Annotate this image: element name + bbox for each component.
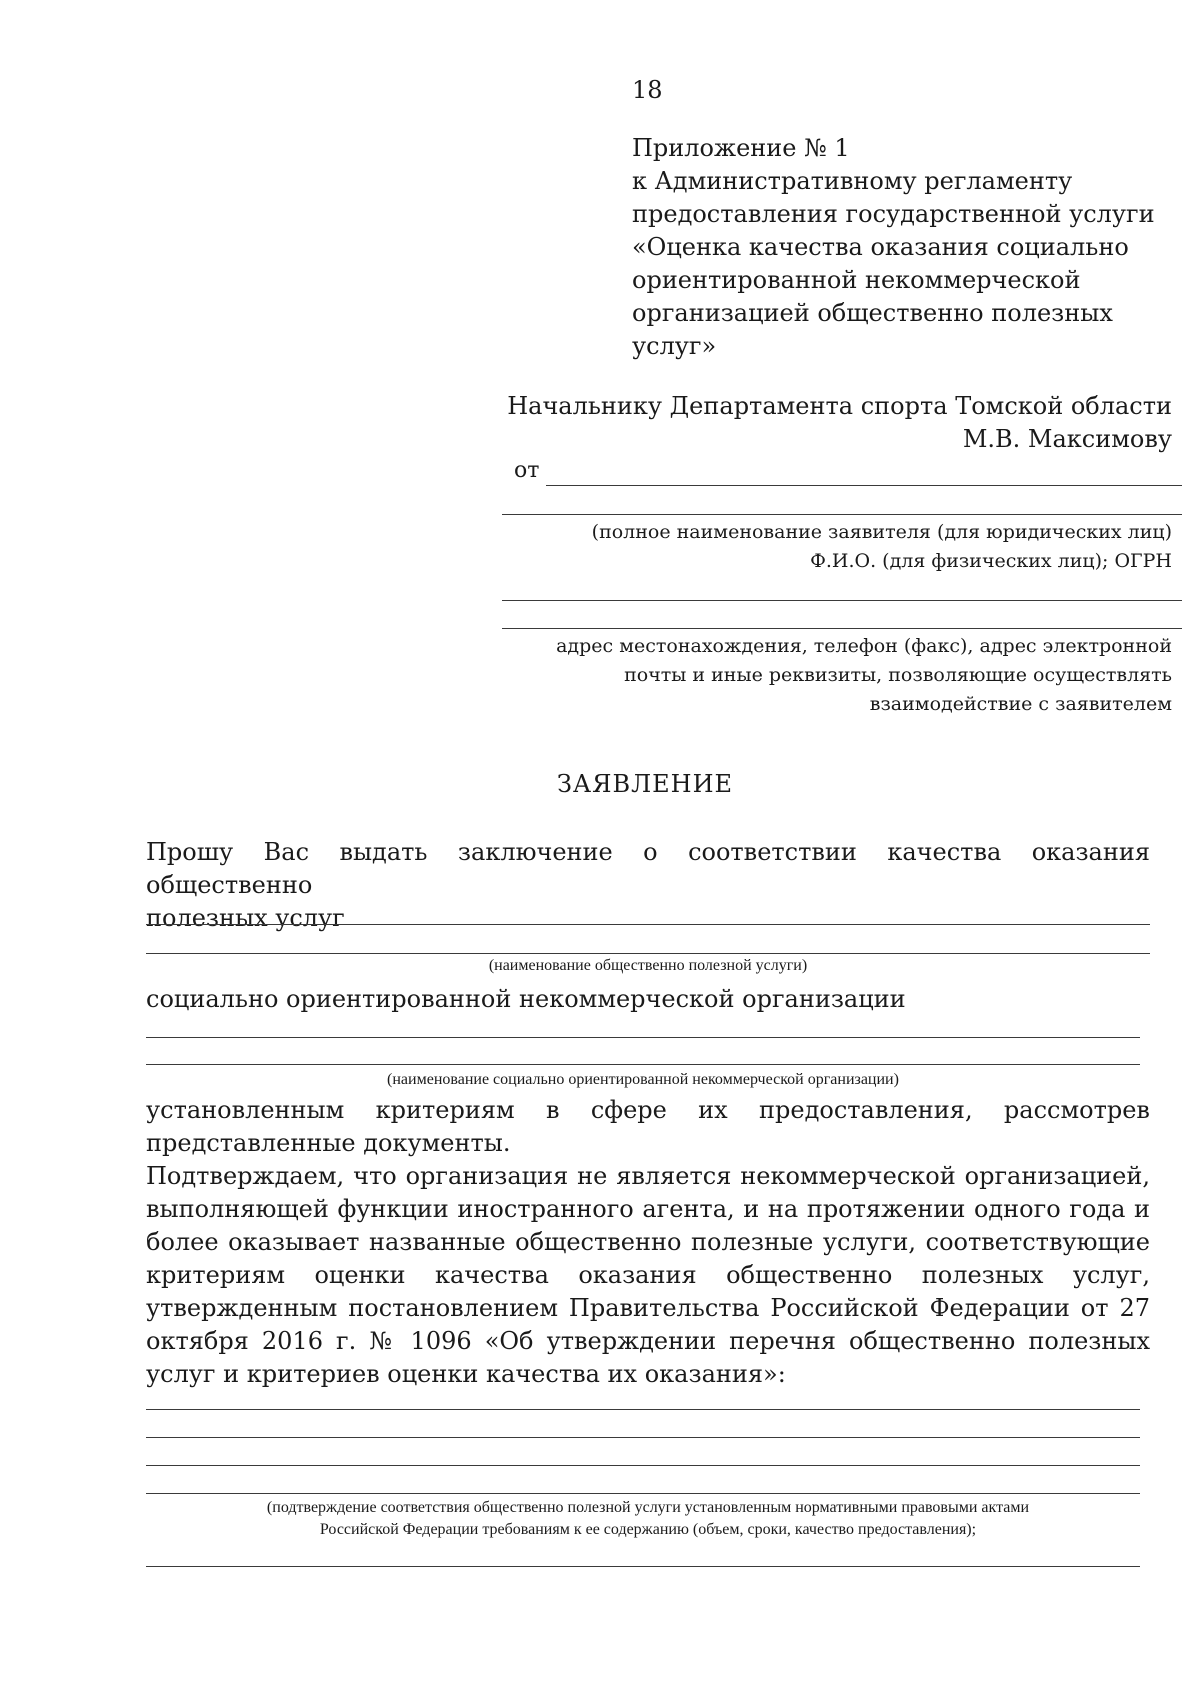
appendix-line: Приложение № 1 xyxy=(632,134,850,162)
compliance-line[interactable] xyxy=(146,1409,1140,1410)
service-name-line-2[interactable] xyxy=(146,953,1150,954)
criteria-word: установленным xyxy=(146,1096,345,1124)
appendix-header xyxy=(632,132,1172,363)
criteria-line xyxy=(146,1094,1150,1127)
org-intro: социально ориентированной некоммерческой организации xyxy=(146,985,906,1013)
applicant-name-line[interactable] xyxy=(546,485,1182,486)
org-name-line[interactable] xyxy=(146,1037,1140,1038)
address-line-2[interactable] xyxy=(502,628,1182,629)
request-text xyxy=(146,836,1150,935)
address-line[interactable] xyxy=(502,600,1182,601)
address-caption-line: почты и иные реквизиты, позволяющие осуществлять xyxy=(624,664,1172,686)
appendix-line: «Оценка качества оказания социально xyxy=(632,233,1129,261)
compliance-caption xyxy=(146,1497,1150,1541)
applicant-name-line-2[interactable] xyxy=(502,514,1182,515)
request-line xyxy=(146,836,1150,902)
criteria-word: рассмотрев xyxy=(1003,1096,1150,1124)
applicant-caption-line: Ф.И.О. (для физических лиц); ОГРН xyxy=(810,550,1172,572)
service-name-line[interactable] xyxy=(146,924,1150,925)
addressee-block xyxy=(507,390,1172,456)
appendix-line: организацией общественно полезных xyxy=(632,299,1113,327)
compliance-line-3[interactable] xyxy=(146,1465,1140,1466)
address-caption-line: адрес местонахождения, телефон (факс), адрес электронной xyxy=(556,635,1172,657)
compliance-caption-line: Российской Федерации требованиям к ее содержанию (объем, сроки, качество предоставления); xyxy=(319,1521,977,1538)
appendix-line: к Административному регламенту xyxy=(632,167,1073,195)
addressee-position: Начальнику Департамента спорта Томской области xyxy=(507,392,1172,420)
criteria-line: представленные документы. xyxy=(146,1129,511,1157)
service-caption: (наименование общественно полезной услуги) xyxy=(488,957,808,974)
final-line[interactable] xyxy=(146,1566,1140,1567)
confirmation-paragraph: Подтверждаем, что организация не является некоммерческой организацией, выполняющей функции иностранного агента, и на протяжении одного года и более оказывает названные общественно полезные услуги, соответствующие критериям оценки качества оказания общественно полезных услуг, утвержденным постановлением Правительства Российской Федерации от 27 октября 2016 г. № 1096 «Об утверждении перечня общественно полезных услуг и критериев оценки качества их оказания»: xyxy=(146,1162,1150,1388)
appendix-line: ориентированной некоммерческой xyxy=(632,266,1081,294)
appendix-line: услуг» xyxy=(632,332,717,360)
criteria-text xyxy=(146,1094,1150,1160)
criteria-word: в xyxy=(546,1096,560,1124)
address-caption-line: взаимодействие с заявителем xyxy=(869,693,1172,715)
org-name-line-2[interactable] xyxy=(146,1064,1140,1065)
criteria-word: их xyxy=(698,1096,728,1124)
criteria-word: предоставления, xyxy=(759,1096,973,1124)
compliance-caption-line: (подтверждение соответствия общественно полезной услуги установленным нормативными правовыми актами xyxy=(266,1499,1030,1516)
request-line: полезных услуг xyxy=(146,904,345,932)
criteria-word: критериям xyxy=(375,1096,515,1124)
request-line-text: Прошу Вас выдать заключение о соответствии качества оказания общественно xyxy=(146,838,1150,899)
criteria-word: сфере xyxy=(590,1096,667,1124)
compliance-line-4[interactable] xyxy=(146,1493,1140,1494)
appendix-line: предоставления государственной услуги xyxy=(632,200,1155,228)
from-label: от xyxy=(514,458,540,483)
applicant-caption-line: (полное наименование заявителя (для юридических лиц) xyxy=(591,521,1172,543)
applicant-caption xyxy=(592,518,1172,576)
statement-title: ЗАЯВЛЕНИЕ xyxy=(556,770,734,798)
addressee-name: М.В. Максимову xyxy=(962,425,1172,453)
compliance-line-2[interactable] xyxy=(146,1437,1140,1438)
org-caption: (наименование социально ориентированной некоммерческой организации) xyxy=(387,1071,899,1088)
address-caption xyxy=(556,632,1172,719)
page-number: 18 xyxy=(632,76,663,104)
